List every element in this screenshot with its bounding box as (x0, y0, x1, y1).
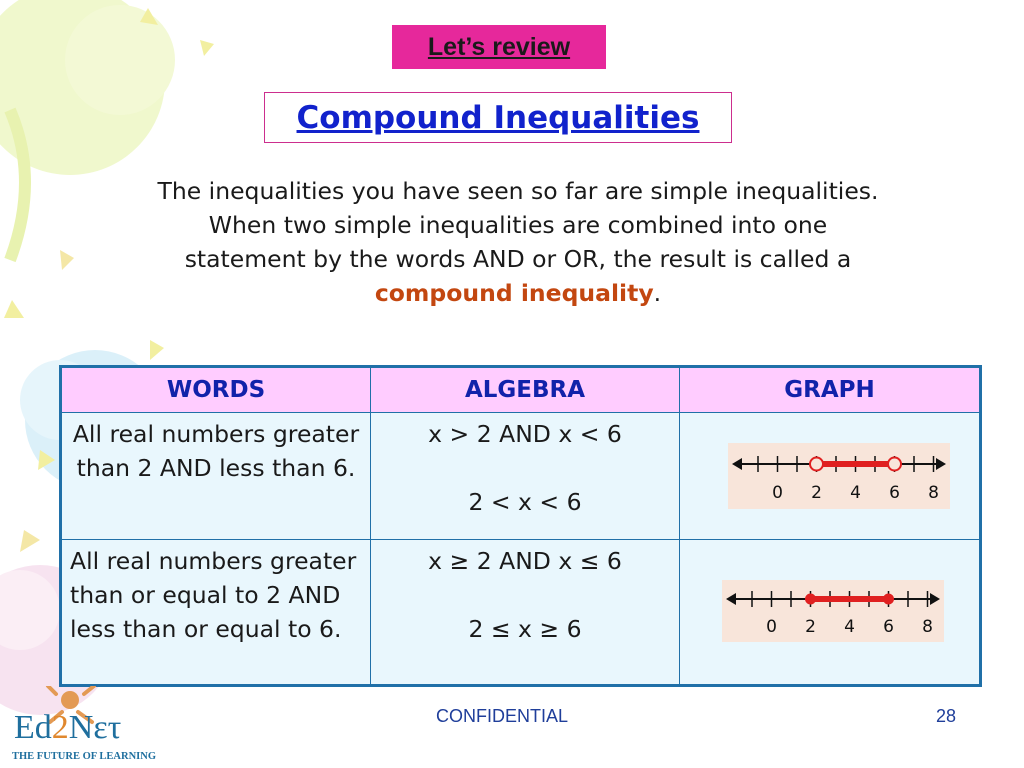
table-row (61, 413, 981, 540)
tick-label: 2 (811, 483, 822, 503)
algebra-cell (371, 413, 680, 540)
header-words: WORDS (61, 367, 371, 413)
closed-endpoint-right (883, 594, 894, 605)
number-line-graph (722, 580, 944, 642)
graph-cell (680, 413, 981, 540)
algebra-compact-form: 2 ≤ x ≥ 6 (468, 615, 582, 643)
inequality-table (59, 365, 982, 687)
table-row (61, 540, 981, 686)
graph-background (722, 580, 944, 642)
logo-wordmark: Ed2Nετ (14, 709, 122, 746)
tick-label: 6 (883, 617, 894, 637)
page-title: Compound Inequalities (296, 99, 700, 136)
badge-text: Let’s review (427, 32, 571, 61)
intro-line: The inequalities you have seen so far are simple inequalities. (157, 177, 879, 205)
intro-paragraph (60, 174, 976, 310)
logo-tagline: THE FUTURE OF LEARNING (12, 751, 157, 762)
intro-line: statement by the words AND or OR, the result is called a (184, 245, 852, 273)
words-cell: All real numbers greater than or equal to 2 AND less than or equal to 6. (61, 540, 371, 686)
tick-label: 8 (928, 483, 939, 503)
tick-label: 4 (844, 617, 855, 637)
intro-line (60, 276, 976, 310)
open-endpoint-left (810, 458, 823, 471)
page-number: 28 (936, 706, 957, 726)
graph-cell (680, 540, 981, 686)
header-graph: GRAPH (680, 367, 981, 413)
open-endpoint-right (888, 458, 901, 471)
lets-review-badge (392, 25, 606, 69)
tick-label: 4 (850, 483, 861, 503)
confidential-label: CONFIDENTIAL (436, 706, 569, 726)
tick-label: 2 (805, 617, 816, 637)
tick-label: 6 (889, 483, 900, 503)
graph-background (728, 443, 950, 509)
tick-label: 0 (772, 483, 783, 503)
algebra-and-form: x > 2 AND x < 6 (428, 420, 622, 448)
table-header-row (61, 367, 981, 413)
algebra-and-form: x ≥ 2 AND x ≤ 6 (428, 547, 622, 575)
intro-line: When two simple inequalities are combined into one (208, 211, 828, 239)
algebra-cell (371, 540, 680, 686)
logo-figure-head (61, 691, 79, 709)
ed2net-logo (10, 686, 170, 766)
header-algebra: ALGEBRA (371, 367, 680, 413)
title-box (264, 92, 732, 143)
tick-label: 8 (922, 617, 933, 637)
highlight-term: compound inequality (374, 279, 654, 307)
words-cell: All real numbers greater than 2 AND less than 6. (61, 413, 371, 540)
intro-period: . (653, 279, 662, 307)
tick-label: 0 (766, 617, 777, 637)
closed-endpoint-left (805, 594, 816, 605)
number-line-graph (728, 443, 950, 509)
algebra-compact-form: 2 < x < 6 (468, 488, 582, 516)
